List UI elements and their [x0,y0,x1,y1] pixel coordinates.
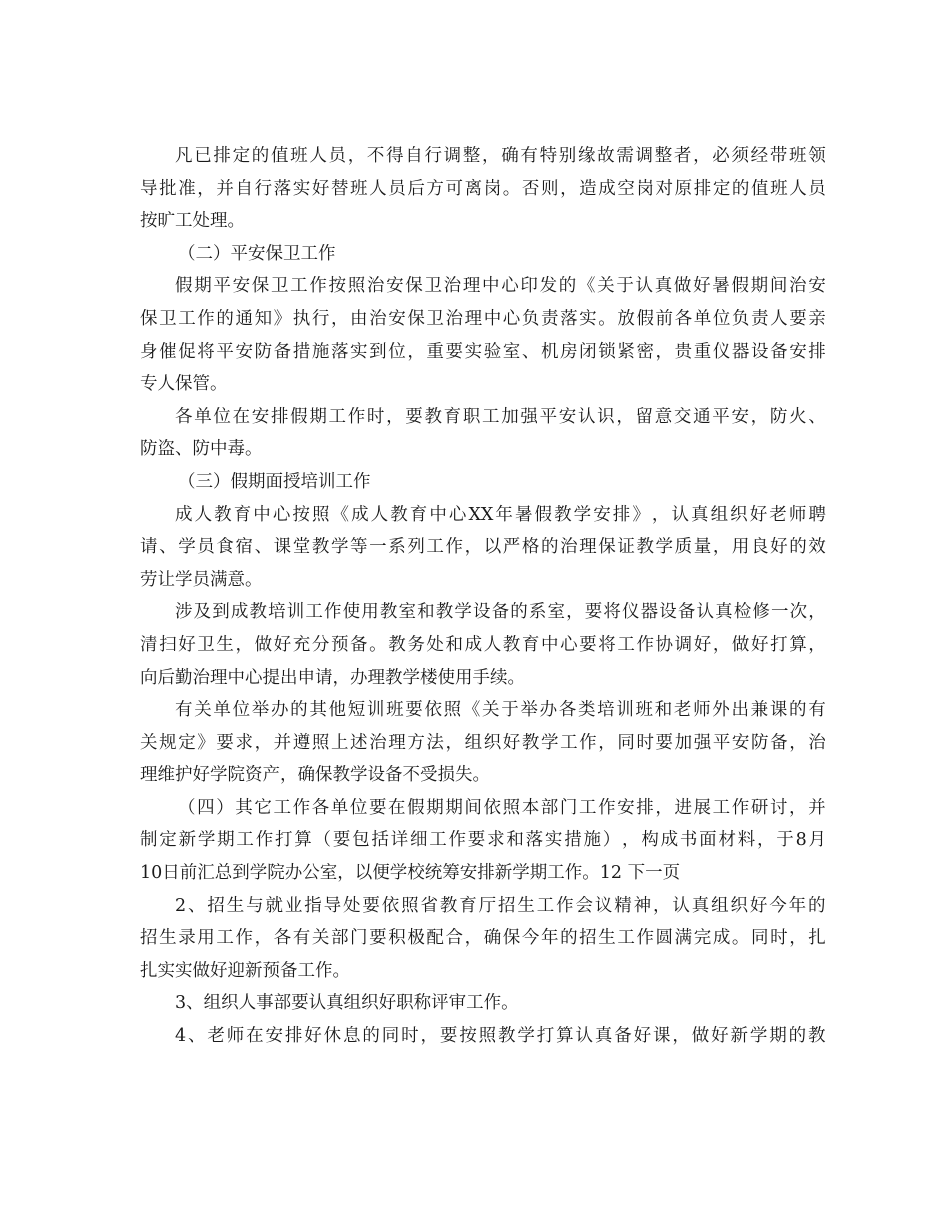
document-body [140,140,826,1053]
text-line: 防盗、防中毒。 [140,439,263,460]
text-line: 导 批 准 ， 并 自 行 落 实 好 替 班 人 员 后 方 可 离 岗 。 否 则 ， 造 成 空 岗 对 原 排 定 的 值 班 人 员 [140,178,826,199]
text-line: 招 生 录 用 工 作 ， 各 有 关 部 门 要 积 极 配 合 ， 确 保 今 年 的 招 生 工 作 圆 满 完 成 。 同 时 ， 扎 [140,928,826,949]
text-line: 保 卫 工 作 的 通 知 》 执 行 ， 由 治 安 保 卫 治 理 中 心 负 责 落 实 。 放 假 前 各 单 位 负 责 人 要 亲 [140,308,826,329]
text-line: 成 人 教 育 中 心 按 照 《 成 人 教 育 中 心 XX 年 暑 假 教 学 安 排 》 ， 认 真 组 织 好 老 师 聘 [175,504,826,525]
text-line: 按旷工处理。 [140,211,245,232]
text-line: 身 催 促 将 平 安 防 备 措 施 落 实 到 位 ， 重 要 实 验 室 、 机 房 闭 锁 紧 密 ， 贵 重 仪 器 设 备 安 排 [140,341,826,362]
text-line: （二）平安保卫工作 [178,243,336,264]
text-line: 清 扫 好 卫 生 ， 做 好 充 分 预 备 。 教 务 处 和 成 人 教 育 中 心 要 将 工 作 协 调 好 ， 做 好 打 算 ， [140,634,826,655]
text-line: 理维护好学院资产，确保教学设备不受损失。 [140,765,490,786]
text-line: 3、组织人事部要认真组织好职称评审工作。 [175,993,519,1014]
text-line: （三）假期面授培训工作 [178,471,371,492]
text-line: 关 规 定 》 要 求 ， 并 遵 照 上 述 治 理 方 法 ， 组 织 好 教 学 工 作 ， 同 时 要 加 强 平 安 防 备 ， 治 [140,732,826,753]
text-line: 假 期 平 安 保 卫 工 作 按 照 治 安 保 卫 治 理 中 心 印 发 的 《 关 于 认 真 做 好 暑 假 期 间 治 安 [175,276,826,297]
text-line: （ 四 ） 其 它 工 作 各 单 位 要 在 假 期 期 间 依 照 本 部 门 工 作 安 排 ， 进 展 工 作 研 讨 ， 并 [178,797,826,818]
text-line: 请 、 学 员 食 宿 、 课 堂 教 学 等 一 系 列 工 作 ， 以 严 格 的 治 理 保 证 教 学 质 量 ， 用 良 好 的 效 [140,537,826,558]
text-line: 4 、 老 师 在 安 排 好 休 息 的 同 时 ， 要 按 照 教 学 打 算 认 真 备 好 课 ， 做 好 新 学 期 的 教 [175,1026,826,1047]
text-line: 涉 及 到 成 教 培 训 工 作 使 用 教 室 和 教 学 设 备 的 系 室 ， 要 将 仪 器 设 备 认 真 检 修 一 次 ， [175,602,826,623]
text-line: 劳让学员满意。 [140,569,263,590]
text-line: 扎实实做好迎新预备工作。 [140,960,350,981]
text-line: 有 关 单 位 举 办 的 其 他 短 训 班 要 依 照 《 关 于 举 办 各 类 培 训 班 和 老 师 外 出 兼 课 的 有 [175,700,826,721]
text-line: 专人保管。 [140,374,228,395]
text-line: 凡 已 排 定 的 值 班 人 员 ， 不 得 自 行 调 整 ， 确 有 特 别 缘 故 需 调 整 者 ， 必 须 经 带 班 领 [175,146,826,166]
text-line: 向后勤治理中心提出申请，办理教学楼使用手续。 [140,667,525,688]
text-line: 2 、 招 生 与 就 业 指 导 处 要 依 照 省 教 育 厅 招 生 工 作 会 议 精 神 ， 认 真 组 织 好 今 年 的 [175,895,826,916]
text-line: 各 单 位 在 安 排 假 期 工 作 时 ， 要 教 育 职 工 加 强 平 安 认 识 ， 留 意 交 通 平 安 ， 防 火 、 [175,406,826,427]
text-line: 10日前汇总到学院办公室，以便学校统筹安排新学期工作。12 下一页 [140,863,681,884]
text-line: 制 定 新 学 期 工 作 打 算 （ 要 包 括 详 细 工 作 要 求 和 落 实 措 施 ） ， 构 成 书 面 材 料 ， 于 8 月 [140,830,826,851]
